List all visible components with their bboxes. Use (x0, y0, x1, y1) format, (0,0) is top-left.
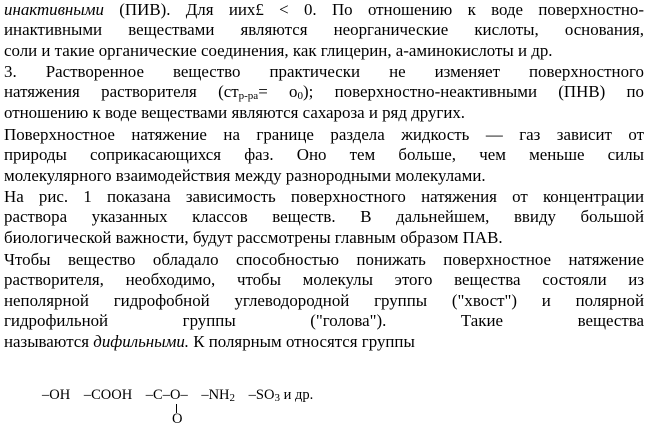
text-line: молекулярного взаимодействия между разнородными молекулами. (4, 165, 486, 185)
paragraph-figure-ref (4, 187, 644, 248)
text-line: 3. Растворенное вещество практически не изменяет поверхностного (4, 62, 644, 81)
polar-groups-formula (42, 387, 402, 431)
paragraph-surface-tension (4, 125, 644, 186)
paragraph-pav-inactive (4, 0, 644, 61)
text-line: неполярной гидрофобной углеводородной группы ("хвост") и полярной (4, 290, 644, 310)
text-line: Чтобы вещество обладало способностью понижать поверхностное натяжение (4, 250, 644, 269)
text-line: отношению к воде веществами являются сахароза и ряд других. (4, 102, 466, 122)
text-line: растворителя, необходимо, чтобы молекулы этого вещества состояли из (4, 270, 644, 290)
paragraph-item-3 (4, 62, 644, 123)
text-line: раствора указанных классов веществ. В дальнейшем, ввиду большой (4, 207, 644, 227)
ester-group: –C–O– (145, 387, 188, 403)
text-line: соли и такие органические соединения, как глицерин, а-аминокислоты и др. (4, 40, 553, 60)
sulfo-group: $-SO_3$ и др. (248, 387, 314, 404)
hydroxyl-group: –OH (42, 387, 71, 403)
text-line: инактивными (ПИВ). Для иих£ < 0. По отношению к воде поверхностно- (4, 0, 644, 19)
italic-term: инактивными (4, 0, 104, 19)
paragraph-amphiphilic (4, 250, 644, 352)
formula-row (42, 387, 313, 404)
text-line: На рис. 1 показана зависимость поверхностного натяжения от концентрации (4, 187, 644, 206)
text-line: гидрофильной группы ("голова"). Такие вещества (4, 311, 644, 331)
italic-term: дифильными. (93, 331, 190, 351)
text-line: Поверхностное натяжение на границе раздела жидкость — газ зависит от (4, 125, 644, 144)
text-line: называются дифильными. К полярным относятся группы (4, 331, 415, 351)
text-line: биологической важности, будут рассмотрены главным образом ПАВ. (4, 227, 503, 247)
carbonyl-oxygen: O (172, 411, 183, 427)
text-line: природы соприкасающихся фаз. Оно тем больше, чем меньше силы (4, 145, 644, 165)
text-line: инактивными веществами являются неорганические кислоты, основания, (4, 20, 644, 40)
text-line: натяжения растворителя $(ст_{р-ра}= о_0)$; поверхностно-неактивными (ПНВ) по (4, 82, 645, 103)
amino-group: $-NH_2$ (201, 387, 236, 404)
carboxyl-group: –COOH (83, 387, 133, 403)
